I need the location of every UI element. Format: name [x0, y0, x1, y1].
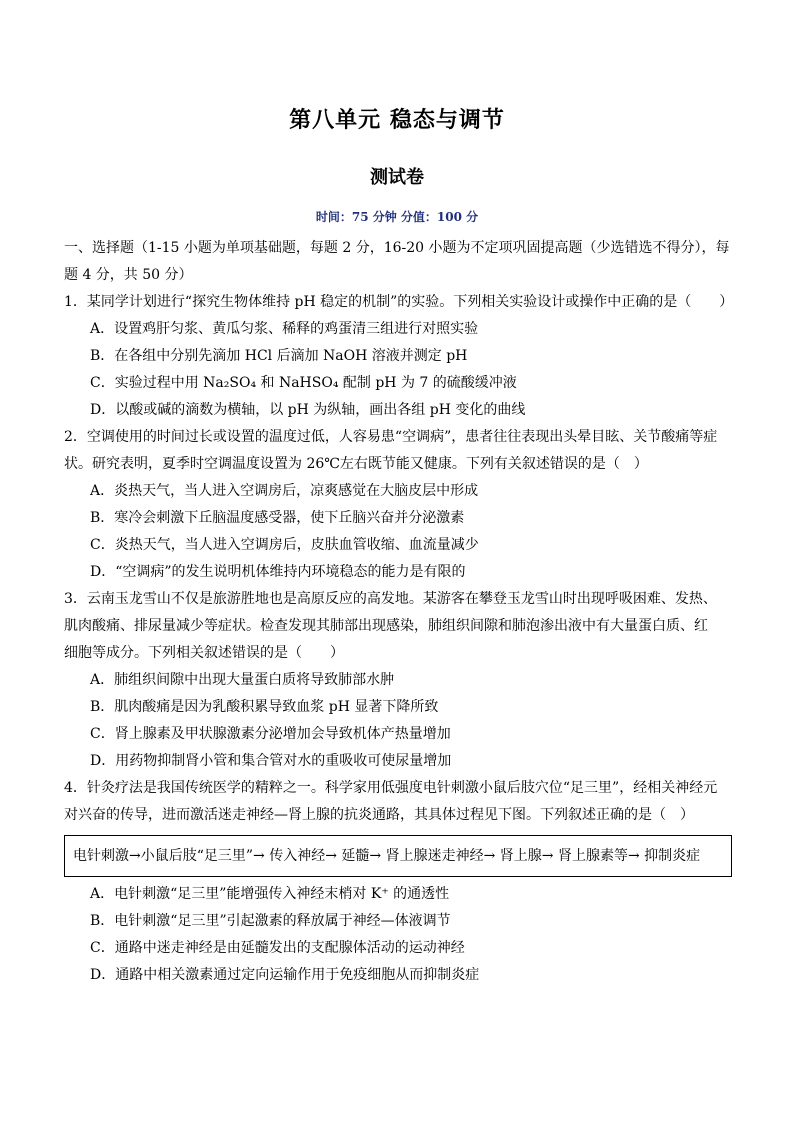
question-stem-line: 对兴奋的传导，进而激活迷走神经—肾上腺的抗炎通路，其具体过程见下图。下列叙述正确的是（ ） — [64, 807, 694, 823]
option-c: C．实验过程中用 Na₂SO₄ 和 NaHSO₄ 配制 pH 为 7 的硫酸缓冲液 — [90, 375, 517, 391]
question-stem-line: 细胞等成分。下列相关叙述错误的是（ ） — [64, 645, 344, 661]
question-stem-line: 3．云南玉龙雪山不仅是旅游胜地也是高原反应的高发地。某游客在攀登玉龙雪山时出现呼吸困难、发热、 — [64, 591, 717, 607]
question-stem-line: 2．空调使用的时间过长或设置的温度过低，人容易患“空调病”，患者往往表现出头晕目眩、关节酸痛等症 — [64, 429, 718, 445]
exam-meta: 时间：75 分钟 分值：100 分 — [315, 210, 479, 224]
section-heading-line: 一、选择题（1-15 小题为单项基础题，每题 2 分，16-20 小题为不定项巩固提高题（少选错选不得分），每 — [64, 240, 730, 256]
question-4 — [64, 775, 732, 989]
question-3 — [64, 586, 732, 775]
exam-content — [64, 235, 732, 989]
option-a: A．炎热天气，当人进入空调房后，凉爽感觉在大脑皮层中形成 — [90, 483, 479, 499]
option-b: B．寒冷会刺激下丘脑温度感受器，使下丘脑兴奋并分泌激素 — [90, 510, 465, 526]
question-stem-line: 肌肉酸痛、排尿量减少等症状。检查发现其肺部出现感染，肺组织间隙和肺泡渗出液中有大量蛋白质、红 — [64, 618, 708, 634]
question-stem-line: 状。研究表明，夏季时空调温度设置为 26℃左右既节能又健康。下列有关叙述错误的是（ ） — [64, 456, 648, 472]
option-c: C．肾上腺素及甲状腺激素分泌增加会导致机体产热量增加 — [90, 726, 451, 742]
option-d: D．用药物抑制肾小管和集合管对水的重吸收可使尿量增加 — [90, 753, 452, 769]
page-title: 第八单元 稳态与调节 — [289, 108, 505, 133]
option-d: D．以酸或碱的滴数为横轴，以 pH 为纵轴，画出各组 pH 变化的曲线 — [90, 402, 526, 418]
option-b: B．电针刺激“足三里”引起激素的释放属于神经—体液调节 — [90, 913, 451, 929]
pathway-diagram-box: 电针刺激→小鼠后肢“足三里”→ 传入神经→ 延髓→ 肾上腺迷走神经→ 肾上腺→ 肾上腺素等→ 抑制炎症 — [64, 835, 732, 877]
question-1 — [64, 289, 732, 424]
section-heading-line: 题 4 分，共 50 分） — [64, 267, 193, 283]
question-stem-line: 4．针灸疗法是我国传统医学的精粹之一。科学家用低强度电针刺激小鼠后肢穴位“足三里”，经相关神经元 — [64, 780, 718, 796]
option-b: B．肌肉酸痛是因为乳酸积累导致血浆 pH 显著下降所致 — [90, 699, 439, 715]
question-2 — [64, 424, 732, 586]
page-subtitle: 测试卷 — [370, 167, 424, 188]
option-c: C．通路中迷走神经是由延髓发出的支配腺体活动的运动神经 — [90, 940, 465, 956]
option-c: C．炎热天气，当人进入空调房后，皮肤血管收缩、血流量减少 — [90, 537, 479, 553]
option-b: B．在各组中分别先滴加 HCl 后滴加 NaOH 溶液并测定 pH — [90, 348, 468, 364]
option-a: A．肺组织间隙中出现大量蛋白质将导致肺部水肿 — [90, 672, 395, 688]
option-a: A．设置鸡肝匀浆、黄瓜匀浆、稀释的鸡蛋清三组进行对照实验 — [90, 321, 479, 337]
option-d: D．“空调病”的发生说明机体维持内环境稳态的能力是有限的 — [90, 564, 466, 580]
option-d: D．通路中相关激素通过定向运输作用于免疫细胞从而抑制炎症 — [90, 967, 480, 983]
option-a: A．电针刺激“足三里”能增强传入神经末梢对 K⁺ 的通透性 — [90, 886, 450, 902]
question-stem-line: 1．某同学计划进行“探究生物体维持 pH 稳定的机制”的实验。下列相关实验设计或操作中正确的是（ ） — [64, 294, 734, 310]
